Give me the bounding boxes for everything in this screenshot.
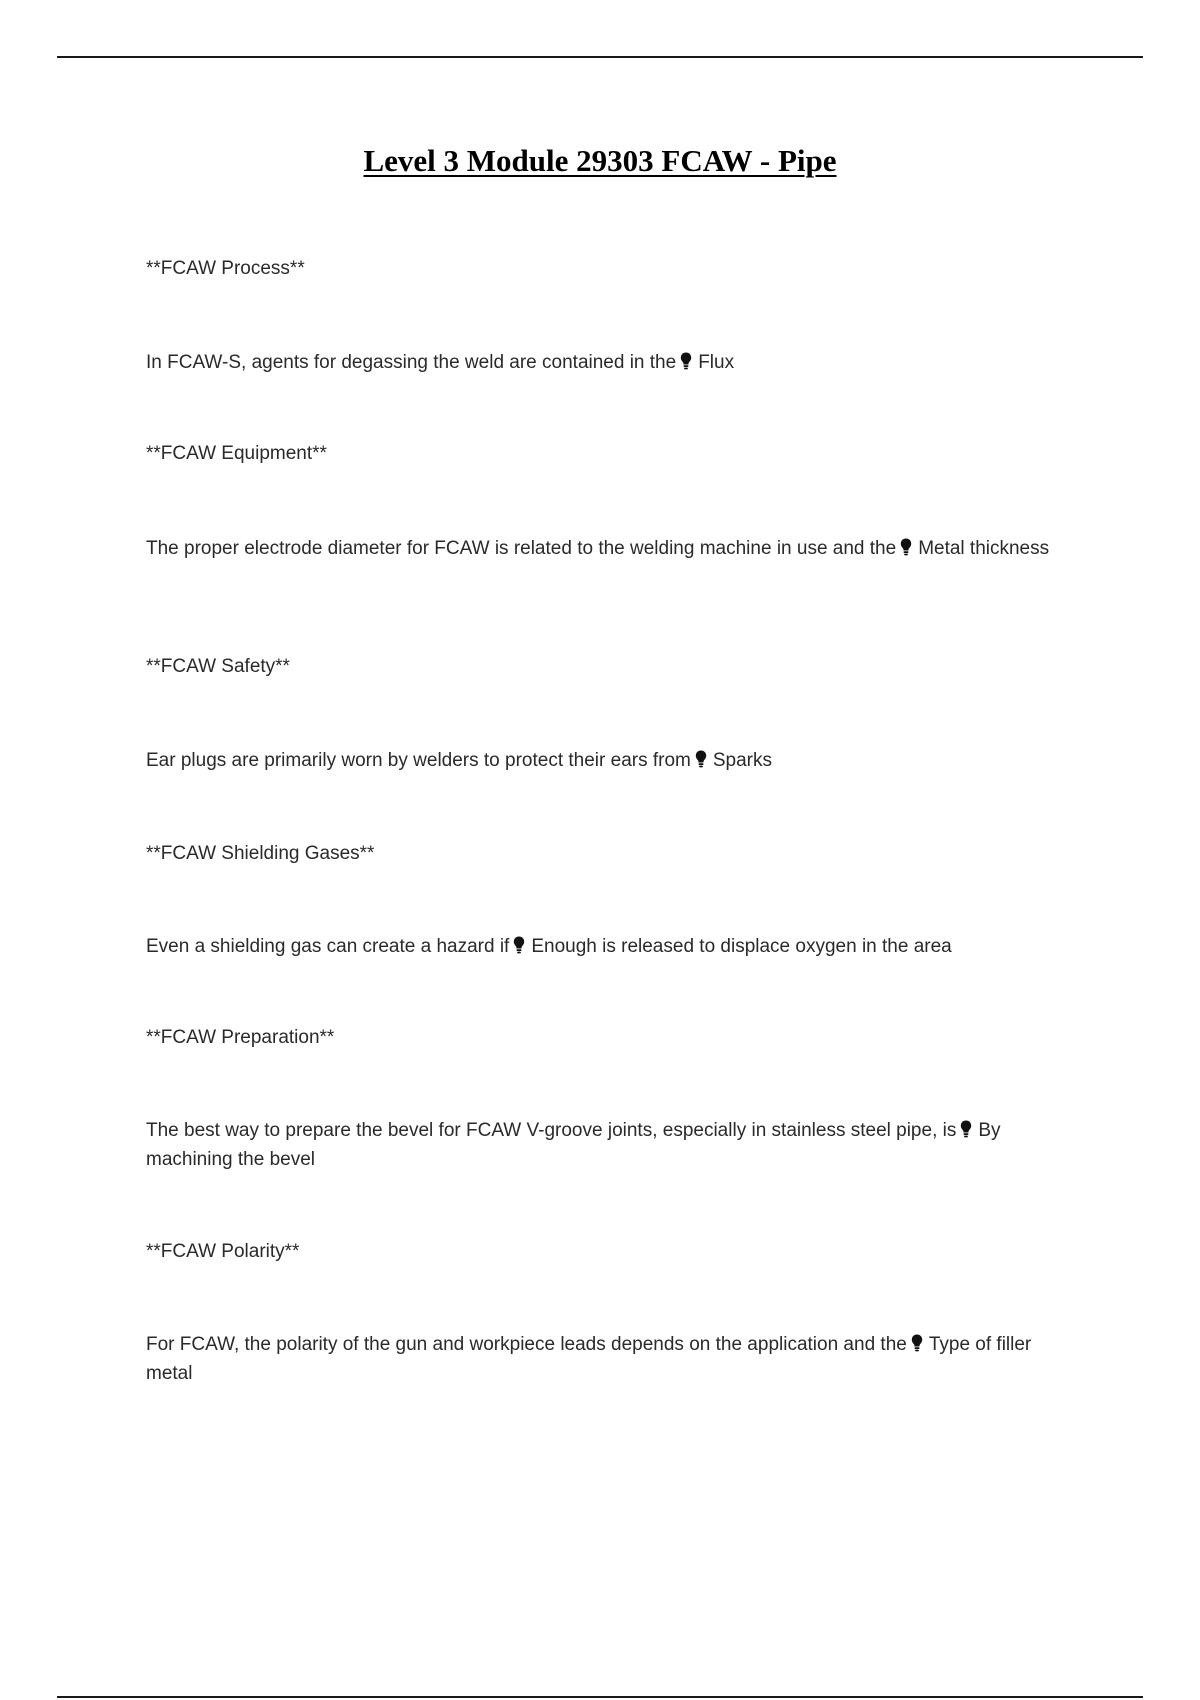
section-heading: **FCAW Safety** bbox=[146, 656, 290, 677]
header-rule bbox=[57, 56, 1143, 58]
footer-rule bbox=[57, 1696, 1143, 1698]
lightbulb-icon bbox=[911, 1334, 923, 1353]
qa-item bbox=[146, 746, 1076, 775]
lightbulb-icon bbox=[695, 750, 707, 769]
section-heading: **FCAW Polarity** bbox=[146, 1241, 300, 1262]
question-text: Ear plugs are primarily worn by welders to protect their ears from bbox=[146, 750, 691, 771]
qa-item bbox=[146, 348, 1076, 377]
answer-text: Flux bbox=[698, 352, 735, 373]
question-text: For FCAW, the polarity of the gun and workpiece leads depends on the application and the bbox=[146, 1334, 907, 1355]
answer-text: By machining the bevel bbox=[146, 1120, 1001, 1170]
section-heading: **FCAW Process** bbox=[146, 258, 305, 279]
qa-item bbox=[146, 932, 1076, 961]
lightbulb-icon bbox=[513, 936, 525, 955]
document-title: Level 3 Module 29303 FCAW - Pipe bbox=[363, 143, 837, 178]
section-heading: **FCAW Preparation** bbox=[146, 1027, 335, 1048]
question-text: The best way to prepare the bevel for FCAW V-groove joints, especially in stainless steel pipe, is bbox=[146, 1120, 957, 1141]
answer-text: Sparks bbox=[712, 750, 773, 771]
answer-text: Metal thickness bbox=[918, 538, 1050, 559]
answer-text: Enough is released to displace oxygen in the area bbox=[531, 936, 952, 957]
section-heading: **FCAW Shielding Gases** bbox=[146, 843, 375, 864]
section-heading: **FCAW Equipment** bbox=[146, 443, 327, 464]
lightbulb-icon bbox=[960, 1120, 972, 1139]
answer-text: Type of filler metal bbox=[146, 1334, 1032, 1384]
lightbulb-icon bbox=[900, 538, 912, 557]
question-text: The proper electrode diameter for FCAW is related to the welding machine in use and the bbox=[146, 538, 897, 559]
qa-item bbox=[146, 534, 1076, 563]
qa-item bbox=[146, 1330, 1076, 1388]
question-text: In FCAW-S, agents for degassing the weld are contained in the bbox=[146, 352, 677, 373]
question-text: Even a shielding gas can create a hazard if bbox=[146, 936, 510, 957]
qa-item bbox=[146, 1116, 1076, 1174]
lightbulb-icon bbox=[680, 352, 692, 371]
